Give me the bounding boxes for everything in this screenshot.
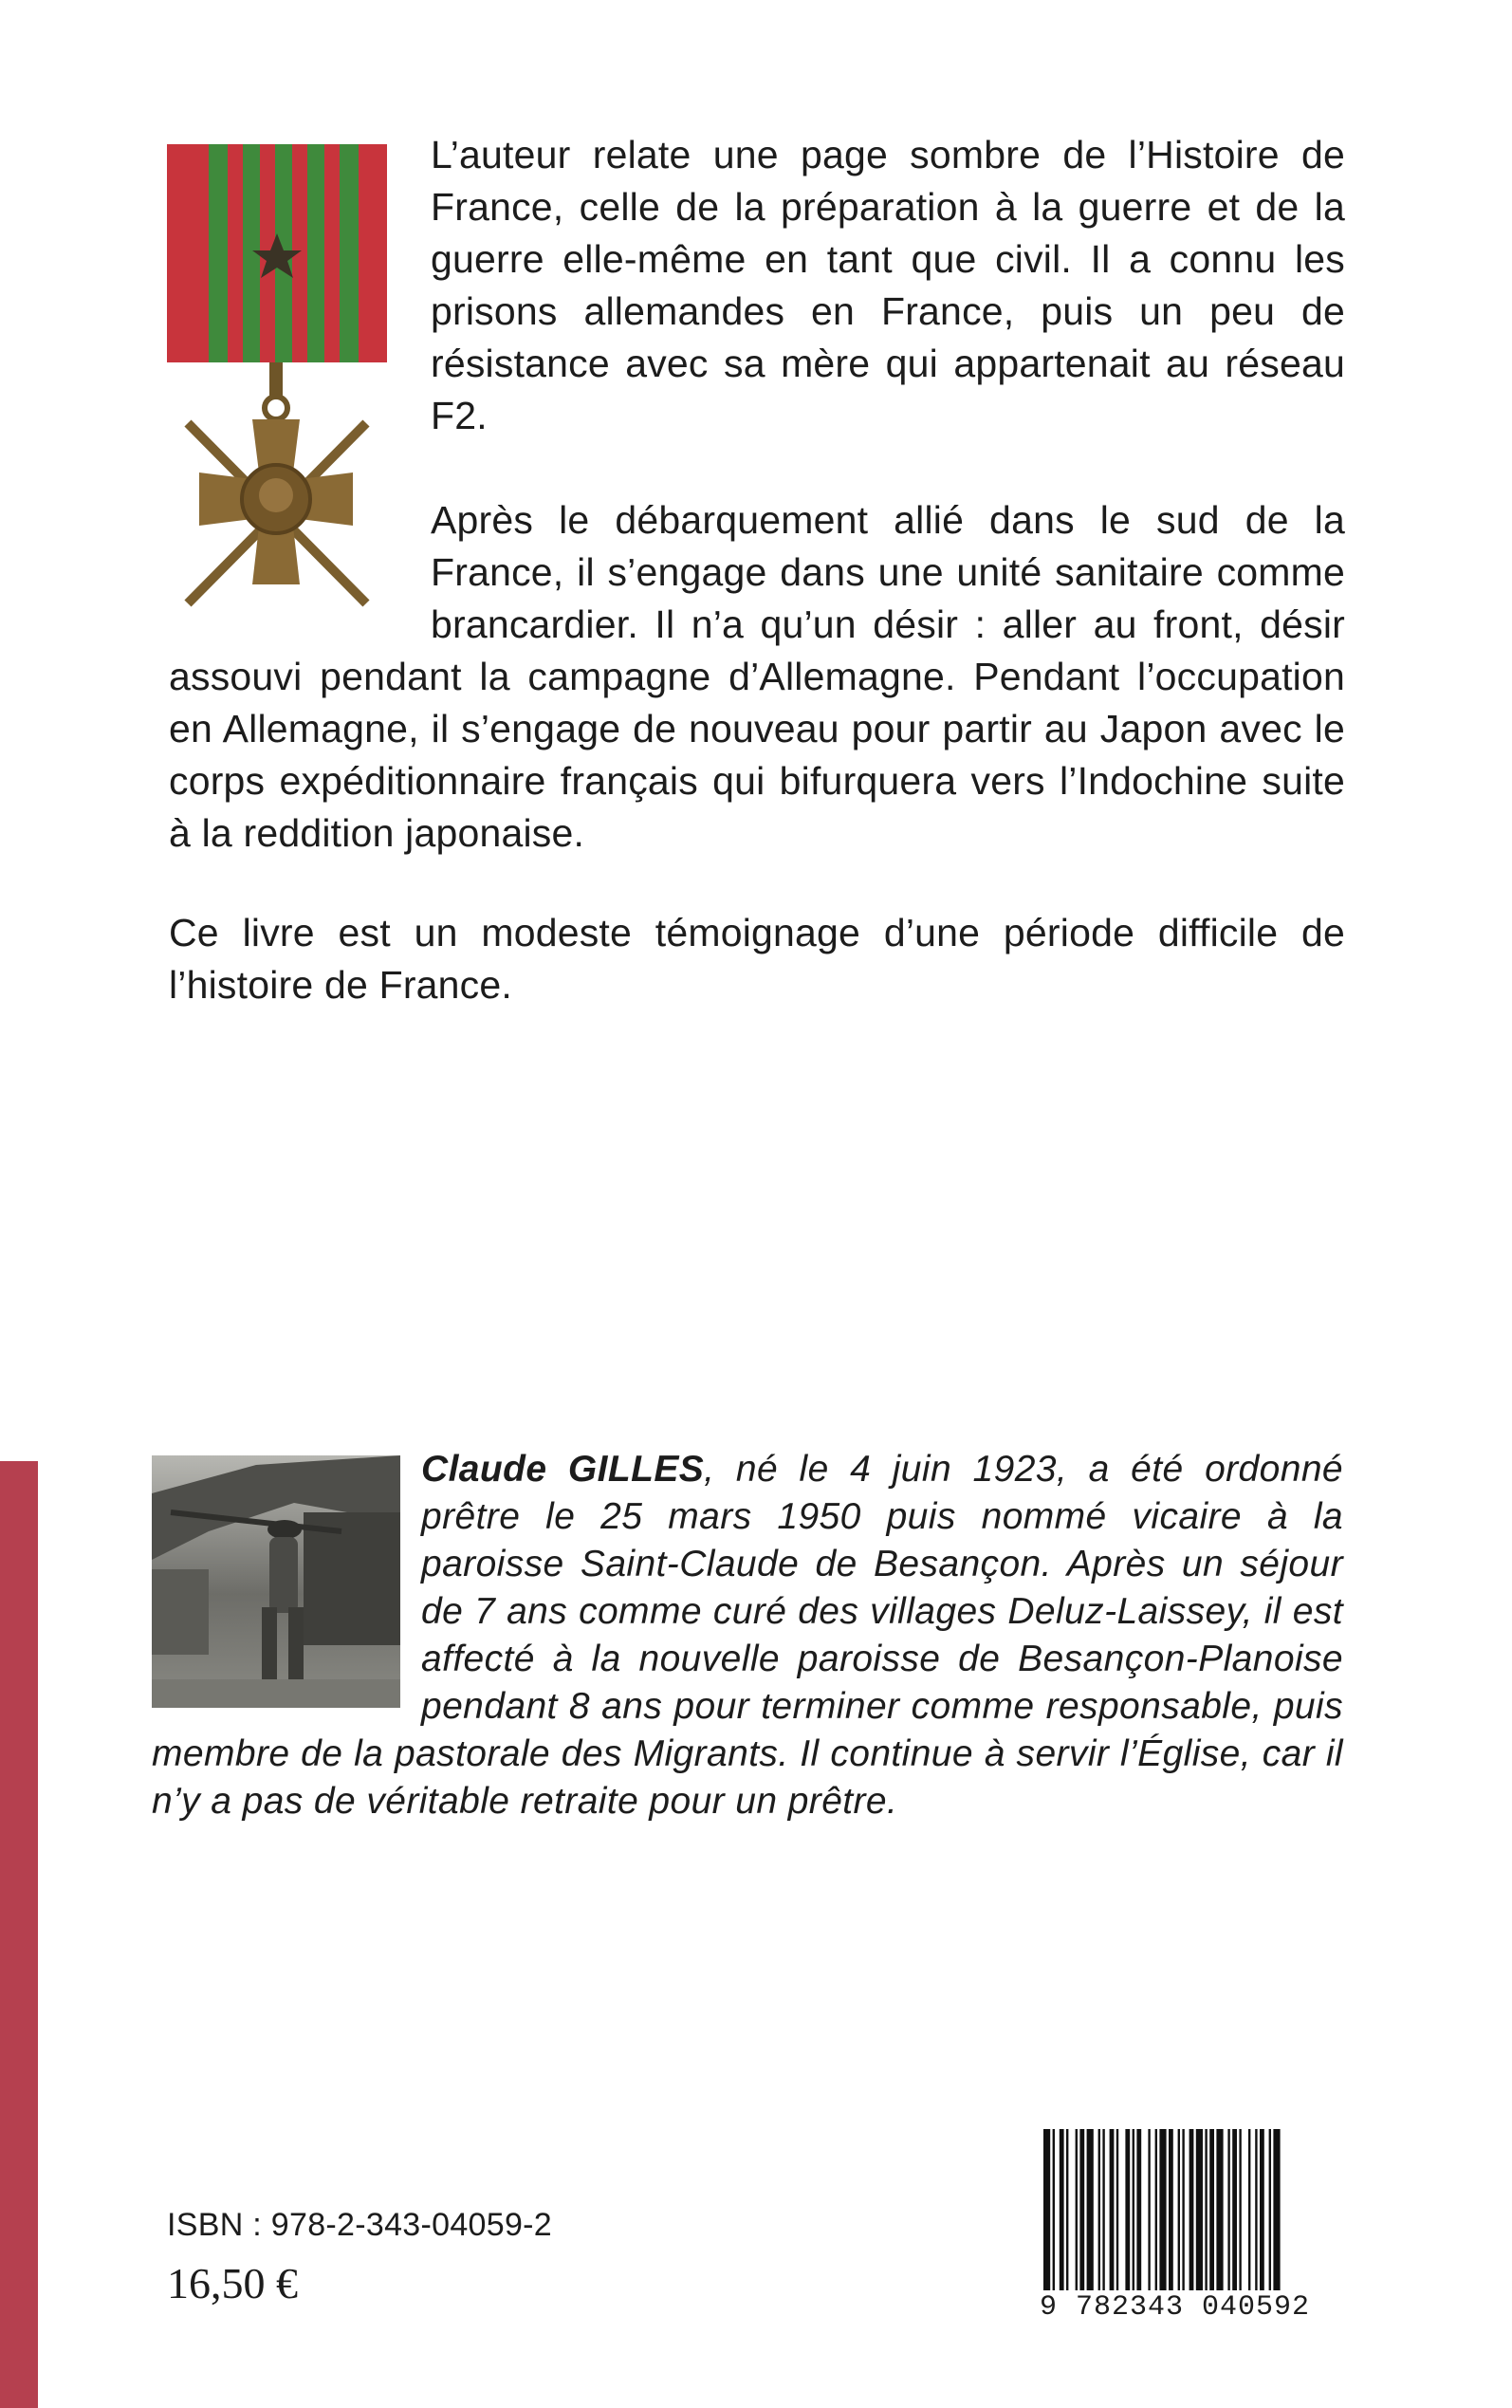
barcode-bar	[1159, 2129, 1166, 2290]
summary-paragraph-2: Après le débarquement allié dans le sud de la France, il s’engage dans une unité sanitaire comme brancardier. Il n’a qu’un désir : aller au front, désir assouvi pendant la campagne d’Allemagne. Pendant l’occupation en Allemagne, il s’engage de nouveau pour partir au Japon avec le corps expéditionnaire français qui bifurquera vers l’Indochine suite à la reddition japonaise.	[169, 498, 1345, 855]
isbn-barcode	[1040, 2129, 1345, 2324]
barcode-bar	[1087, 2129, 1094, 2290]
barcode-bar	[1178, 2129, 1180, 2290]
barcode-bar	[1196, 2129, 1203, 2290]
barcode-bar	[1209, 2129, 1214, 2290]
cover-accent-bar	[0, 1461, 38, 2408]
barcode-bar	[1076, 2129, 1078, 2290]
barcode-bar	[1216, 2129, 1223, 2290]
barcode-bar	[1116, 2129, 1118, 2290]
summary-paragraph-3: Ce livre est un modeste témoignage d’une période difficile de l’histoire de France.	[169, 911, 1345, 1007]
barcode-bar	[1239, 2129, 1241, 2290]
barcode-bar	[1060, 2129, 1064, 2290]
barcode-bar	[1260, 2129, 1264, 2290]
author-bio	[152, 1446, 1343, 1825]
barcode-bar	[1182, 2129, 1184, 2290]
barcode-bar	[1248, 2129, 1250, 2290]
price-label: 16,50 €	[167, 2259, 298, 2307]
barcode-bars	[1040, 2129, 1345, 2290]
barcode-bar	[1043, 2129, 1050, 2290]
croix-de-guerre-medal-image	[167, 129, 431, 632]
barcode-bar	[1273, 2129, 1280, 2290]
summary-text	[169, 129, 1345, 860]
barcode-bar	[1079, 2129, 1084, 2290]
barcode-bar	[1205, 2129, 1207, 2290]
barcode-bar	[1189, 2129, 1194, 2290]
barcode-bar	[1269, 2129, 1271, 2290]
barcode-bar	[1255, 2129, 1257, 2290]
barcode-bar	[1136, 2129, 1141, 2290]
barcode-bar	[1232, 2129, 1237, 2290]
barcode-bar	[1169, 2129, 1173, 2290]
barcode-bar	[1110, 2129, 1115, 2290]
barcode-bar	[1098, 2129, 1100, 2290]
summary-paragraph-1: L’auteur relate une page sombre de l’Histoire de France, celle de la préparation à la guerre et de la guerre elle-même en tant que civil. Il a connu les prisons allemandes en France, puis un peu de résistance avec sa mère qui appartenait au réseau F2.	[431, 133, 1345, 437]
barcode-bar	[1227, 2129, 1229, 2290]
barcode-bar	[1133, 2129, 1134, 2290]
barcode-bar	[1148, 2129, 1150, 2290]
barcode-bar	[1155, 2129, 1157, 2290]
barcode-bar	[1125, 2129, 1130, 2290]
author-name: Claude GILLES	[421, 1449, 705, 1490]
barcode-bar	[1053, 2129, 1055, 2290]
summary-closing	[169, 907, 1345, 1011]
barcode-digits: 9 782343 040592	[1040, 2291, 1311, 2324]
author-photo	[152, 1455, 400, 1708]
barcode-bar	[1066, 2129, 1068, 2290]
author-bio-text: , né le 4 juin 1923, a été ordonné prêtre le 25 mars 1950 puis nommé vicaire à la paroisse Saint-Claude de Besançon. Après un séjour de 7 ans comme curé des villages Deluz-Laissey, il est affecté à la nouvelle paroisse de Besançon-Planoise pendant 8 ans pour terminer comme responsable, puis membre de la pastorale des Migrants. Il continue à servir l’Église, car il n’y a pas de véritable retraite pour un prêtre.	[152, 1449, 1343, 1822]
barcode-bar	[1102, 2129, 1104, 2290]
isbn-label: ISBN : 978-2-343-04059-2	[167, 2207, 553, 2243]
